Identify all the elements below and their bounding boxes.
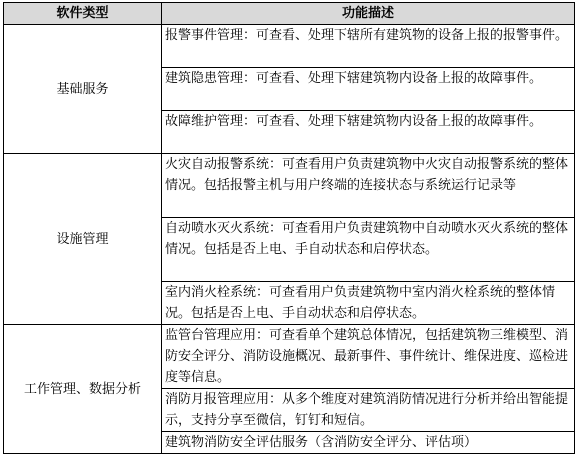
function-description-cell: 故障维护管理：可查看、处理下辖建筑物内设备上报的故障事件。: [162, 111, 575, 154]
software-type-cell: 基础服务: [4, 25, 162, 154]
header-function-description: 功能描述: [162, 3, 575, 25]
function-description-cell: 建筑隐患管理：可查看、处理下辖建筑物内设备上报的故障事件。: [162, 68, 575, 111]
table-row: [4, 25, 575, 68]
header-software-type: 软件类型: [4, 3, 162, 25]
table-row: [4, 325, 575, 389]
table-row: [4, 154, 575, 218]
function-description-cell: 火灾自动报警系统：可查看用户负责建筑物中火灾自动报警系统的整体情况。包括报警主机与用户终端的连接状态与系统运行记录等: [162, 154, 575, 218]
function-description-cell: 自动喷水灭火系统：可查看用户负责建筑物中自动喷水灭火系统的整体情况。包括是否上电、手自动状态和启停状态。: [162, 218, 575, 282]
function-table: [3, 2, 575, 454]
function-description-cell: 室内消火栓系统：可查看用户负责建筑物中室内消火栓系统的整体情况。包括是否上电、手自动状态和启停状态。: [162, 282, 575, 325]
function-description-cell: 消防月报管理应用：从多个维度对建筑消防情况进行分析并给出智能提示，支持分享至微信，钉钉和短信。: [162, 389, 575, 432]
function-description-cell: 建筑物消防安全评估服务（含消防安全评分、评估项）: [162, 432, 575, 454]
software-type-cell: 设施管理: [4, 154, 162, 325]
header-row: [4, 3, 575, 25]
software-type-cell: 工作管理、数据分析: [4, 325, 162, 454]
function-description-cell: 报警事件管理：可查看、处理下辖所有建筑物的设备上报的报警事件。: [162, 25, 575, 68]
function-description-cell: 监管台管理应用：可查看单个建筑总体情况，包括建筑物三维模型、消防安全评分、消防设施概况、最新事件、事件统计、维保进度、巡检进度等信息。: [162, 325, 575, 389]
